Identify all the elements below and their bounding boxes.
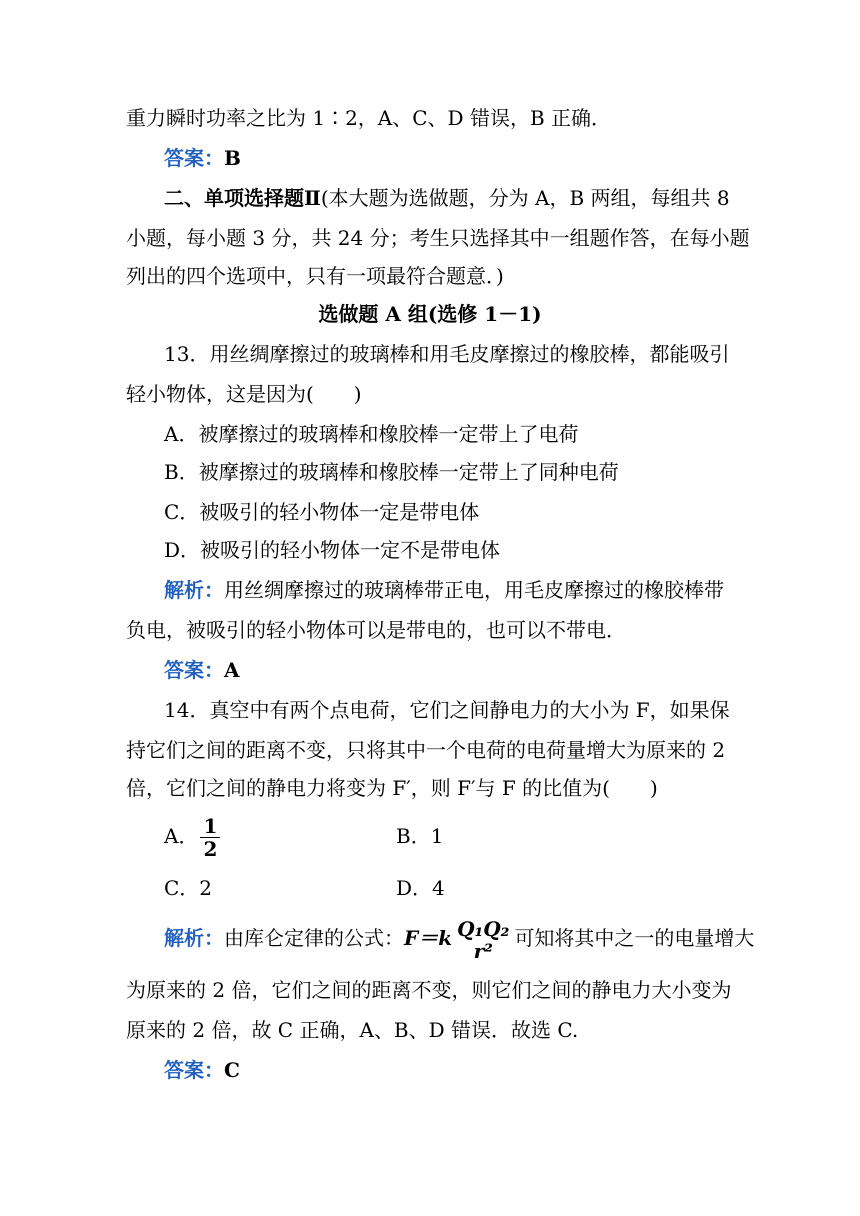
q14-analysis-1 <box>164 914 754 962</box>
q14-option-b: B．1 <box>396 824 444 848</box>
intro-answer <box>164 144 241 172</box>
section-header <box>164 184 730 212</box>
q14-analysis-2: 为原来的 2 倍，它们之间的距离不变，则它们之间的静电力大小变为 <box>126 978 732 1002</box>
q14-option-c: C．2 <box>164 876 213 900</box>
coulomb-fraction <box>454 918 512 962</box>
q13-option-a: A．被摩擦过的玻璃棒和橡胶棒一定带上了电荷 <box>164 422 579 446</box>
q14-answer <box>164 1056 240 1084</box>
q13-option-b: B．被摩擦过的玻璃棒和橡胶棒一定带上了同种电荷 <box>164 460 619 484</box>
q14-analysis-3: 原来的 2 倍，故 C 正确，A、B、D 错误．故选 C. <box>126 1018 579 1042</box>
answer-value: C <box>224 1058 240 1082</box>
option-a-label: A． <box>164 824 199 848</box>
answer-label: 答案： <box>164 1058 224 1082</box>
q13-analysis-1 <box>164 576 724 604</box>
q13-option-d: D．被吸引的轻小物体一定不是带电体 <box>164 538 501 562</box>
q14-option-a <box>164 814 222 860</box>
q13-stem-1: 13．用丝绸摩擦过的玻璃棒和用毛皮摩擦过的橡胶棒，都能吸引 <box>164 342 730 366</box>
answer-value: A <box>224 658 240 682</box>
answer-label: 答案： <box>164 658 224 682</box>
q14-stem-2: 持它们之间的距离不变，只将其中一个电荷的电荷量增大为原来的 2 <box>126 738 726 762</box>
section-title: 二、单项选择题Ⅱ <box>164 186 321 210</box>
q14-stem-1: 14．真空中有两个点电荷，它们之间静电力的大小为 F，如果保 <box>164 698 730 722</box>
formula-lhs: F＝k <box>404 926 453 950</box>
section-note-1: (本大题为选做题，分为 A，B 两组，每组共 8 <box>320 186 730 210</box>
q14-option-d: D．4 <box>396 876 445 900</box>
analysis-label: 解析： <box>164 578 224 602</box>
section-note-3: 列出的四个选项中，只有一项最符合题意．) <box>126 264 504 288</box>
analysis-post: 可知将其中之一的电量增大 <box>514 926 755 950</box>
q13-stem-2: 轻小物体，这是因为( ) <box>126 382 362 406</box>
formula-denominator: r² <box>473 938 493 963</box>
q13-option-c: C．被吸引的轻小物体一定是带电体 <box>164 500 480 524</box>
analysis-pre: 由库仑定律的公式： <box>224 926 404 950</box>
fraction-denominator: 2 <box>203 837 218 861</box>
fraction-numerator: 1 <box>200 815 220 838</box>
q14-stem-3: 倍，它们之间的静电力将变为 F′，则 F′与 F 的比值为( ) <box>126 776 658 800</box>
formula-numerator: Q₁Q₂ <box>457 916 510 941</box>
q13-answer <box>164 656 240 684</box>
analysis-label: 解析： <box>164 926 224 950</box>
group-heading: 选做题 A 组(选修 1－1) <box>318 302 542 326</box>
answer-label: 答案： <box>164 146 224 170</box>
section-note-2: 小题，每小题 3 分，共 24 分；考生只选择其中一组题作答，在每小题 <box>126 226 750 250</box>
q13-analysis-2: 负电，被吸引的轻小物体可以是带电的，也可以不带电． <box>126 618 626 642</box>
analysis-text: 用丝绸摩擦过的玻璃棒带正电，用毛皮摩擦过的橡胶棒带 <box>224 578 724 602</box>
intro-text: 重力瞬时功率之比为 1∶2，A、C、D 错误，B 正确． <box>126 106 611 130</box>
answer-value: B <box>224 146 241 170</box>
option-a-fraction <box>200 815 220 860</box>
